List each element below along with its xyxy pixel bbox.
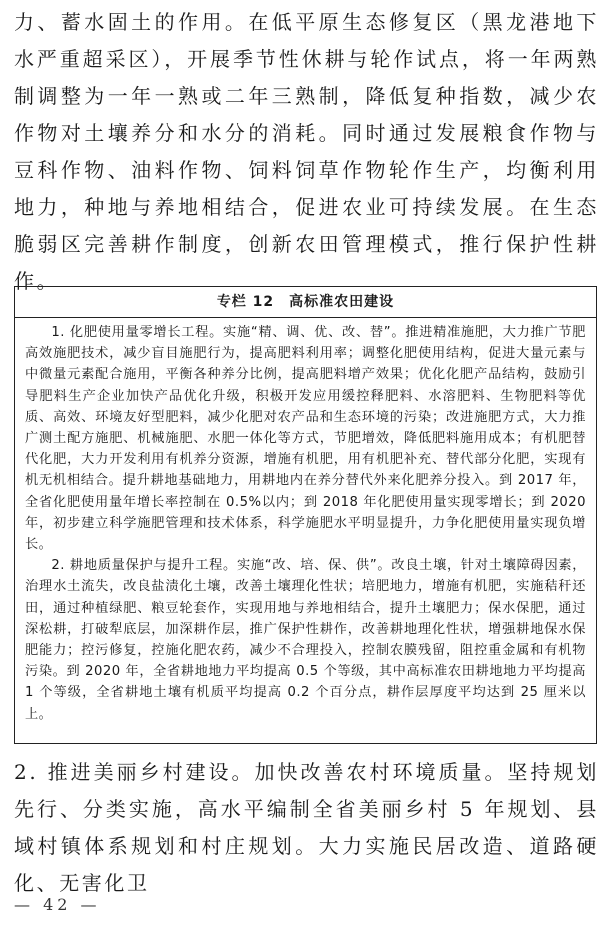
intro-paragraph: 力、蓄水固土的作用。在低平原生态修复区（黑龙港地下水严重超采区），开展季节性休耕与轮作试点，将一年两熟制调整为一年一熟或二年三熟制，降低复种指数，减少农作物对土壤养分和水分的消耗。同时通过发展粮食作物与豆科作物、油料作物、饲料饲草作物轮作生产，均衡利用地力，种地与养地相结合，促进农业可持续发展。在生态脆弱区完善耕作制度，创新农田管理模式，推行保护性耕作。 xyxy=(14,10,599,293)
box-title: 专栏 12 高标准农田建设 xyxy=(15,287,596,318)
section-paragraph: 2. 推进美丽乡村建设。加快改善农村环境质量。坚持规划先行、分类实施，高水平编制全省美丽乡村 5 年规划、县域村镇体系规划和村庄规划。大力实施民居改造、道路硬化、无害化卫 xyxy=(14,760,599,895)
box-item-fertilizer: 1. 化肥使用量零增长工程。实施“精、调、优、改、替”。推进精准施肥，大力推广节肥高效施肥技术，减少盲目施肥行为，提高肥料利用率；调整化肥使用结构，促进大量元素与中微量元素配合施用，平衡各种养分比例，提高肥料增产效果；优化化肥产品结构，鼓励引导肥料生产企业加快产品优化升级，积极开发应用缓控释肥料、水溶肥料、生物肥料等优质、高效、环境友好型肥料，减少化肥对农产品和生态环境的污染；改进施肥方式，大力推广测土配方施肥、机械施肥、水肥一体化等方式，节肥增效，降低肥料施用成本；有机肥替代化肥，大力开发利用有机养分资源，增施有机肥，用有机肥补充、替代部分化肥，实现有机无机相结合。提升耕地基础地力，用耕地内在养分替代外来化肥养分投入。到 2017 年，全省化肥使用量年增长率控制在 0.5%以内；到 2018 年化肥使用量实现零增长；到 2020 年，初步建立科学施肥管理和技术体系，科学施肥水平明显提升，力争化肥使用量实现负增长。 xyxy=(25,325,586,553)
sidebar-box-farmland xyxy=(14,286,597,744)
box-item-soil-quality: 2. 耕地质量保护与提升工程。实施“改、培、保、供”。改良土壤，针对土壤障碍因素，治理水土流失，改良盐渍化土壤，改善土壤理化性状；培肥地力，增施有机肥，实施秸秆还田，通过种植绿肥、粮豆轮套作，实现用地与养地相结合，提升土壤肥力；保水保肥，通过深松耕，打破犁底层，加深耕作层，推广保护性耕作，改善耕地理化性状，增强耕地保水保肥能力；控污修复，控施化肥农药，减少不合理投入，控制农膜残留，阻控重金属和有机物污染。到 2020 年，全省耕地地力平均提高 0.5 个等级，其中高标准农田耕地地力平均提高 1 个等级，全省耕地土壤有机质平均提高 0.2 个百分点，耕作层厚度平均达到 25 厘米以上。 xyxy=(25,558,586,722)
page-number: — 42 — xyxy=(14,895,101,914)
